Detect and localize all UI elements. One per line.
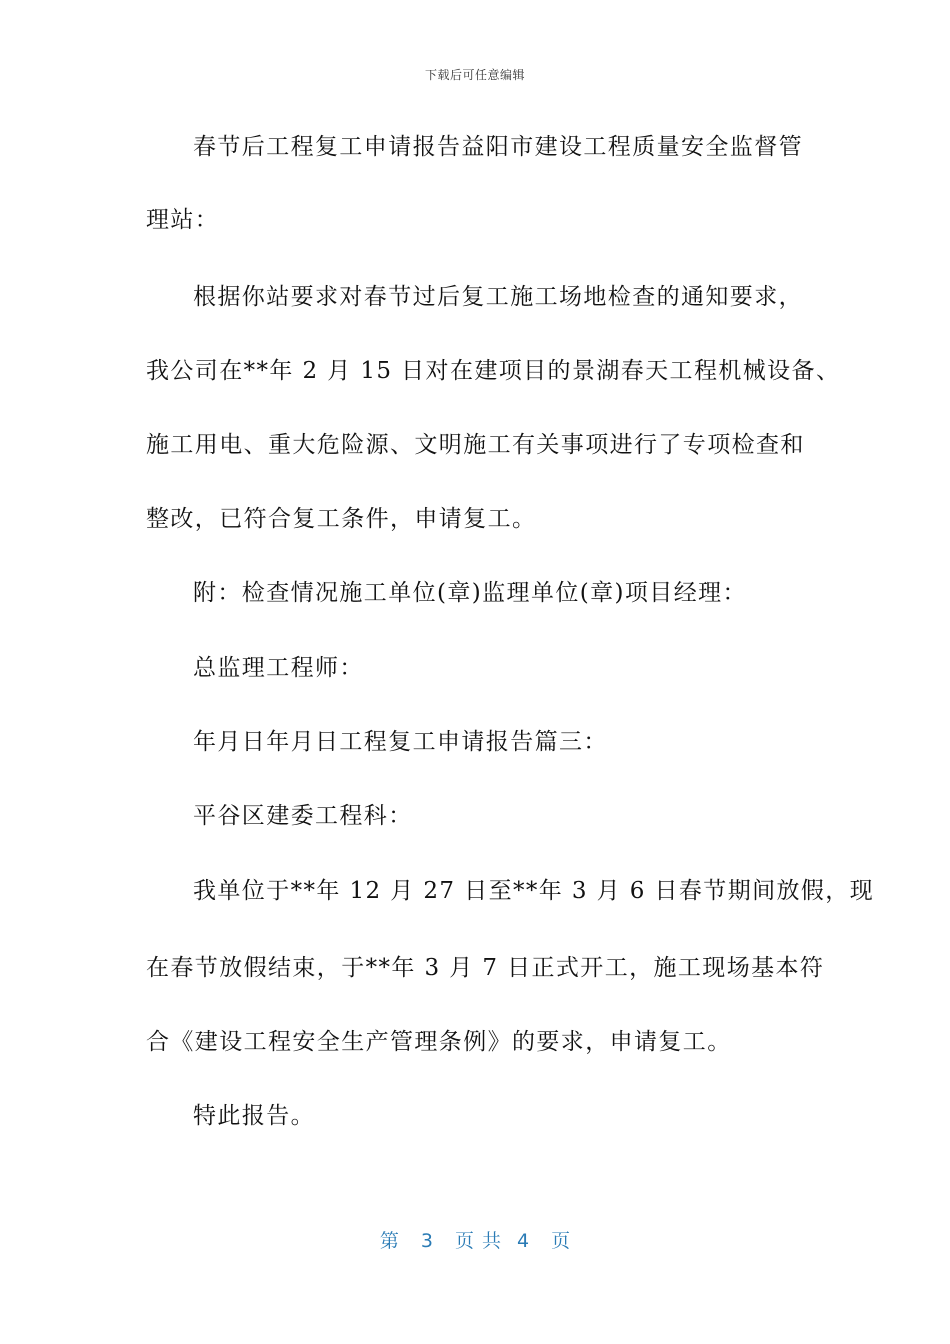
document-line: 春节后工程复工申请报告益阳市建设工程质量安全监督管 [193,134,803,160]
document-line: 在春节放假结束，于**年 3 月 7 日正式开工，施工现场基本符 [146,955,825,981]
footer-total-pages: 4 [517,1230,530,1252]
document-line: 我单位于**年 12 月 27 日至**年 3 月 6 日春节期间放假，现 [193,878,875,904]
document-line: 附：检查情况施工单位(章)监理单位(章)项目经理： [193,580,747,606]
page-header-note: 下载后可任意编辑 [424,68,525,82]
page-footer [0,1226,950,1253]
footer-current-page: 3 [420,1230,433,1252]
document-line: 整改，已符合复工条件，申请复工。 [146,506,537,532]
document-line: 特此报告。 [193,1103,315,1129]
document-line: 合《建设工程安全生产管理条例》的要求，申请复工。 [146,1029,732,1055]
document-line: 平谷区建委工程科： [193,803,413,829]
footer-middle: 页共 [454,1230,509,1252]
document-line: 理站： [146,207,220,233]
footer-suffix: 页 [551,1230,571,1252]
document-line: 总监理工程师： [193,655,364,681]
document-line: 施工用电、重大危险源、文明施工有关事项进行了专项检查和 [146,432,805,458]
footer-prefix: 第 [379,1230,399,1252]
document-line: 根据你站要求对春节过后复工施工场地检查的通知要求， [193,284,803,310]
document-line: 年月日年月日工程复工申请报告篇三： [193,729,608,755]
document-line: 我公司在**年 2 月 15 日对在建项目的景湖春天工程机械设备、 [146,358,841,384]
